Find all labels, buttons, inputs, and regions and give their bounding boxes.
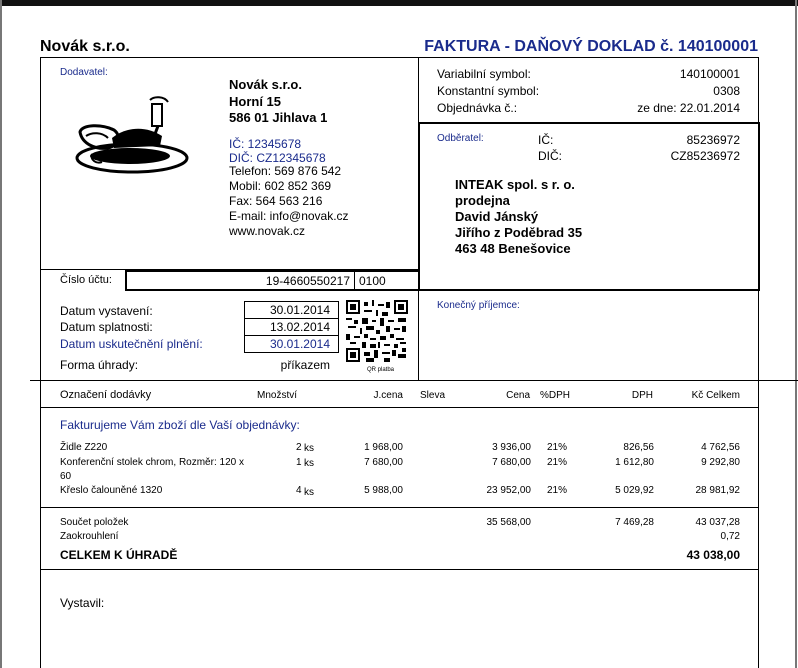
col-header-total: Kč Celkem: [691, 390, 740, 401]
table-left-line: [40, 381, 41, 569]
chef-logo-icon: [72, 96, 194, 180]
row-item-name: Křeslo čalouněné 1320: [60, 485, 163, 496]
footer-top-line: [40, 569, 758, 570]
table-right-line: [758, 381, 759, 569]
issue-date-value: 30.01.2014: [269, 303, 330, 317]
due-date-label: Datum splatnosti:: [60, 320, 153, 334]
supplier-ic: IČ: 12345678: [229, 137, 302, 151]
row-vat: 5 029,92: [615, 485, 654, 496]
order-value: ze dne: 22.01.2014: [637, 101, 740, 115]
variable-symbol-value: 140100001: [679, 67, 740, 81]
items-sum-price: 35 568,00: [486, 517, 531, 528]
window-left-border: [0, 0, 2, 668]
window-right-border: [795, 0, 797, 668]
due-date-value: 13.02.2014: [269, 320, 330, 334]
col-header-discount: Sleva: [420, 390, 446, 401]
customer-line2: prodejna: [455, 193, 510, 208]
supplier-street: Horní 15: [229, 94, 282, 109]
col-header-vat: DPH: [631, 390, 653, 401]
variable-symbol-label: Variabilní symbol:: [437, 67, 531, 81]
issue-date-label: Datum vystavení:: [60, 304, 153, 318]
frame-left-line: [40, 57, 41, 381]
payment-method-value: příkazem: [280, 358, 330, 372]
row-vat-pct: 21%: [547, 442, 568, 453]
customer-dic-label: DIČ:: [538, 149, 562, 163]
items-sum-vat: 7 469,28: [615, 517, 654, 528]
qr-caption: QR platba: [366, 367, 394, 373]
supplier-dic: DIČ: CZ12345678: [229, 151, 326, 165]
table-header-line: [40, 407, 758, 408]
row-vat: 826,56: [623, 442, 654, 453]
col-header-vat-pct: %DPH: [540, 390, 571, 401]
constant-symbol-value: 0308: [713, 84, 740, 98]
rounding-value: 0,72: [720, 531, 740, 542]
col-header-qty: Množství: [257, 390, 298, 401]
customer-line3: David Jánský: [455, 209, 539, 224]
row-item-name-cont: 60: [60, 471, 72, 482]
final-recipient-label: Konečný příjemce:: [437, 300, 520, 311]
supplier-phone: Telefon: 569 876 542: [229, 164, 342, 178]
account-bank-code: 0100: [359, 274, 386, 288]
col-header-price: Cena: [506, 390, 530, 401]
row-qty: 4: [296, 485, 302, 496]
constant-symbol-label: Konstantní symbol:: [437, 84, 540, 98]
row-unit: ks: [304, 443, 314, 454]
supplier-city: 586 01 Jihlava 1: [229, 110, 328, 125]
customer-dic-value: CZ85236972: [670, 149, 740, 163]
row-total: 4 762,56: [701, 442, 740, 453]
row-qty: 1: [296, 457, 302, 468]
taxable-date-value: 30.01.2014: [269, 337, 330, 351]
customer-name: INTEAK spol. s r. o.: [455, 177, 575, 192]
row-price: 3 936,00: [492, 442, 531, 453]
customer-label: Odběratel:: [437, 133, 484, 144]
row-price: 23 952,00: [486, 485, 531, 496]
row-item-name: Konferenční stolek chrom, Rozměr: 120 x: [60, 457, 244, 468]
customer-ic-label: IČ:: [538, 133, 554, 147]
supplier-name: Novák s.r.o.: [229, 77, 302, 92]
row-unit-price: 5 988,00: [364, 485, 403, 496]
supplier-email: E-mail: info@novak.cz: [229, 209, 349, 223]
frame-top-line: [40, 57, 758, 58]
window-top-border: [0, 0, 798, 6]
rounding-label: Zaokrouhlení: [60, 531, 119, 542]
account-number: 19-4660550217: [265, 274, 350, 288]
row-vat-pct: 21%: [547, 457, 568, 468]
supplier-web: www.novak.cz: [229, 224, 306, 238]
header-company: Novák s.r.o.: [40, 38, 130, 55]
row-item-name: Židle Z220: [60, 442, 108, 453]
dates-line-1: [244, 318, 339, 319]
items-sum-label: Součet položek: [60, 517, 129, 528]
customer-city: 463 48 Benešovice: [455, 241, 571, 256]
order-label: Objednávka č.:: [437, 101, 518, 115]
col-header-item: Označení dodávky: [60, 389, 152, 401]
row-total: 9 292,80: [701, 457, 740, 468]
summary-top-line: [40, 507, 758, 508]
grand-total-value: 43 038,00: [686, 548, 740, 562]
account-separator: [354, 271, 355, 290]
qr-code-icon: [346, 300, 408, 362]
grand-total-label: CELKEM K ÚHRADĚ: [60, 548, 178, 562]
footer-left-line: [40, 569, 41, 668]
issued-by-label: Vystavil:: [60, 596, 105, 610]
taxable-date-label: Datum uskutečnění plnění:: [60, 337, 203, 351]
supplier-label: Dodavatel:: [60, 67, 108, 78]
table-top-line: [30, 380, 798, 381]
col-header-unit-price: J.cena: [373, 390, 403, 401]
row-vat: 1 612,80: [615, 457, 654, 468]
account-label: Číslo účtu:: [60, 274, 112, 286]
supplier-mobile: Mobil: 602 852 369: [229, 179, 332, 193]
payment-method-label: Forma úhrady:: [60, 358, 139, 372]
footer-right-line: [758, 569, 759, 668]
customer-street: Jiřího z Poděbrad 35: [455, 225, 583, 240]
row-vat-pct: 21%: [547, 485, 568, 496]
row-qty: 2: [296, 442, 302, 453]
row-price: 7 680,00: [492, 457, 531, 468]
invoice-title: FAKTURA - DAŇOVÝ DOKLAD č. 140100001: [424, 38, 758, 55]
dates-line-2: [244, 335, 339, 336]
row-unit-price: 7 680,00: [364, 457, 403, 468]
row-unit: ks: [304, 458, 314, 469]
row-total: 28 981,92: [695, 485, 740, 496]
row-unit: ks: [304, 487, 314, 498]
row-unit-price: 1 968,00: [364, 442, 403, 453]
supplier-fax: Fax: 564 563 216: [229, 194, 323, 208]
table-intro: Fakturujeme Vám zboží dle Vaší objednávky:: [60, 418, 300, 432]
items-sum-total: 43 037,28: [695, 517, 740, 528]
customer-ic-value: 85236972: [686, 133, 740, 147]
